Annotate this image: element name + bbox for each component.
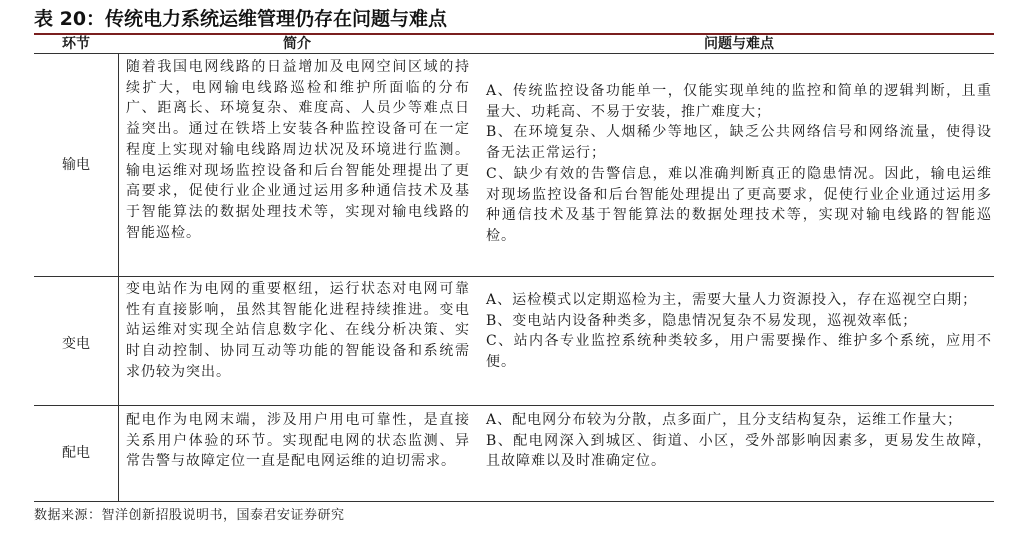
problem-item: B、在环境复杂、人烟稀少等地区，缺乏公共网络信号和网络流量，使得设备无法正常运行； [486, 124, 992, 162]
row-problems-substation [486, 290, 992, 373]
header-rule [34, 53, 994, 54]
column-divider [118, 54, 119, 276]
column-divider [118, 406, 119, 501]
column-header-segment: 环节 [62, 36, 90, 52]
row-description-distribution: 配电作为电网末端，涉及用户用电可靠性，是直接关系用户体验的环节。实现配电网的状态监测、异常告警与故障定位一直是配电网运维的迫切需求。 [126, 412, 470, 470]
problem-item: B、变电站内设备种类多，隐患情况复杂不易发现，巡视效率低； [486, 312, 918, 329]
problem-item: C、站内各专业监控系统种类较多，用户需要操作、维护多个系统，应用不便。 [486, 333, 992, 371]
source-note: 数据来源：智洋创新招股说明书，国泰君安证券研究 [34, 508, 345, 523]
row-description-transmission: 随着我国电网线路的日益增加及电网空间区域的持续扩大，电网输电线路巡检和维护所面临的分布广、距离长、环境复杂、难度高、人员少等难点日益突出。通过在铁塔上安装各种监控设备可在一定程度上实现对输电线路周边状况及环境进行监测。输电运维对现场监控设备和后台智能处理提出了更高要求，促使行业企业通过运用多种通信技术及基于智能算法的数据处理技术等，实现对输电线路的智能巡检。 [126, 59, 470, 241]
table-bottom-rule [34, 501, 994, 502]
column-header-problems: 问题与难点 [704, 36, 774, 52]
problem-item: C、缺少有效的告警信息，难以准确判断真正的隐患情况。因此，输电运维对现场监控设备和后台智能处理提出了更高要求，促使行业企业通过运用多种通信技术及基于智能算法的数据处理技术等，实现对输电线路的智能巡检。 [486, 165, 992, 244]
column-header-description: 简介 [283, 36, 311, 52]
problem-item: A、配电网分布较为分散，点多面广，且分支结构复杂，运维工作量大； [486, 412, 963, 428]
row-problems-transmission [486, 81, 992, 247]
problem-item: A、运检模式以定期巡检为主，需要大量人力资源投入，存在巡视空白期； [486, 292, 978, 308]
table-title: 表 20：传统电力系统运维管理仍存在问题与难点 [34, 8, 448, 30]
row-description-substation: 变电站作为电网的重要枢纽，运行状态对电网可靠性有直接影响，虽然其智能化进程持续推进。变电站运维对实现全站信息数字化、在线分析决策、实时自动控制、协同互动等功能的智能设备和系统需求仍较为突出。 [126, 281, 470, 380]
row-segment-transmission: 输电 [62, 157, 90, 173]
row-segment-substation: 变电 [62, 336, 90, 352]
row-separator [34, 405, 994, 406]
problem-item: A、传统监控设备功能单一，仅能实现单纯的监控和简单的逻辑判断，且重量大、功耗高、不易于安装，推广难度大； [486, 83, 992, 120]
row-segment-distribution: 配电 [62, 445, 90, 461]
row-problems-distribution [486, 410, 992, 472]
problem-item: B、配电网深入到城区、街道、小区，受外部影响因素多，更易发生故障，且故障难以及时准确定位。 [486, 432, 992, 470]
row-separator [34, 276, 994, 277]
column-divider [118, 277, 119, 405]
